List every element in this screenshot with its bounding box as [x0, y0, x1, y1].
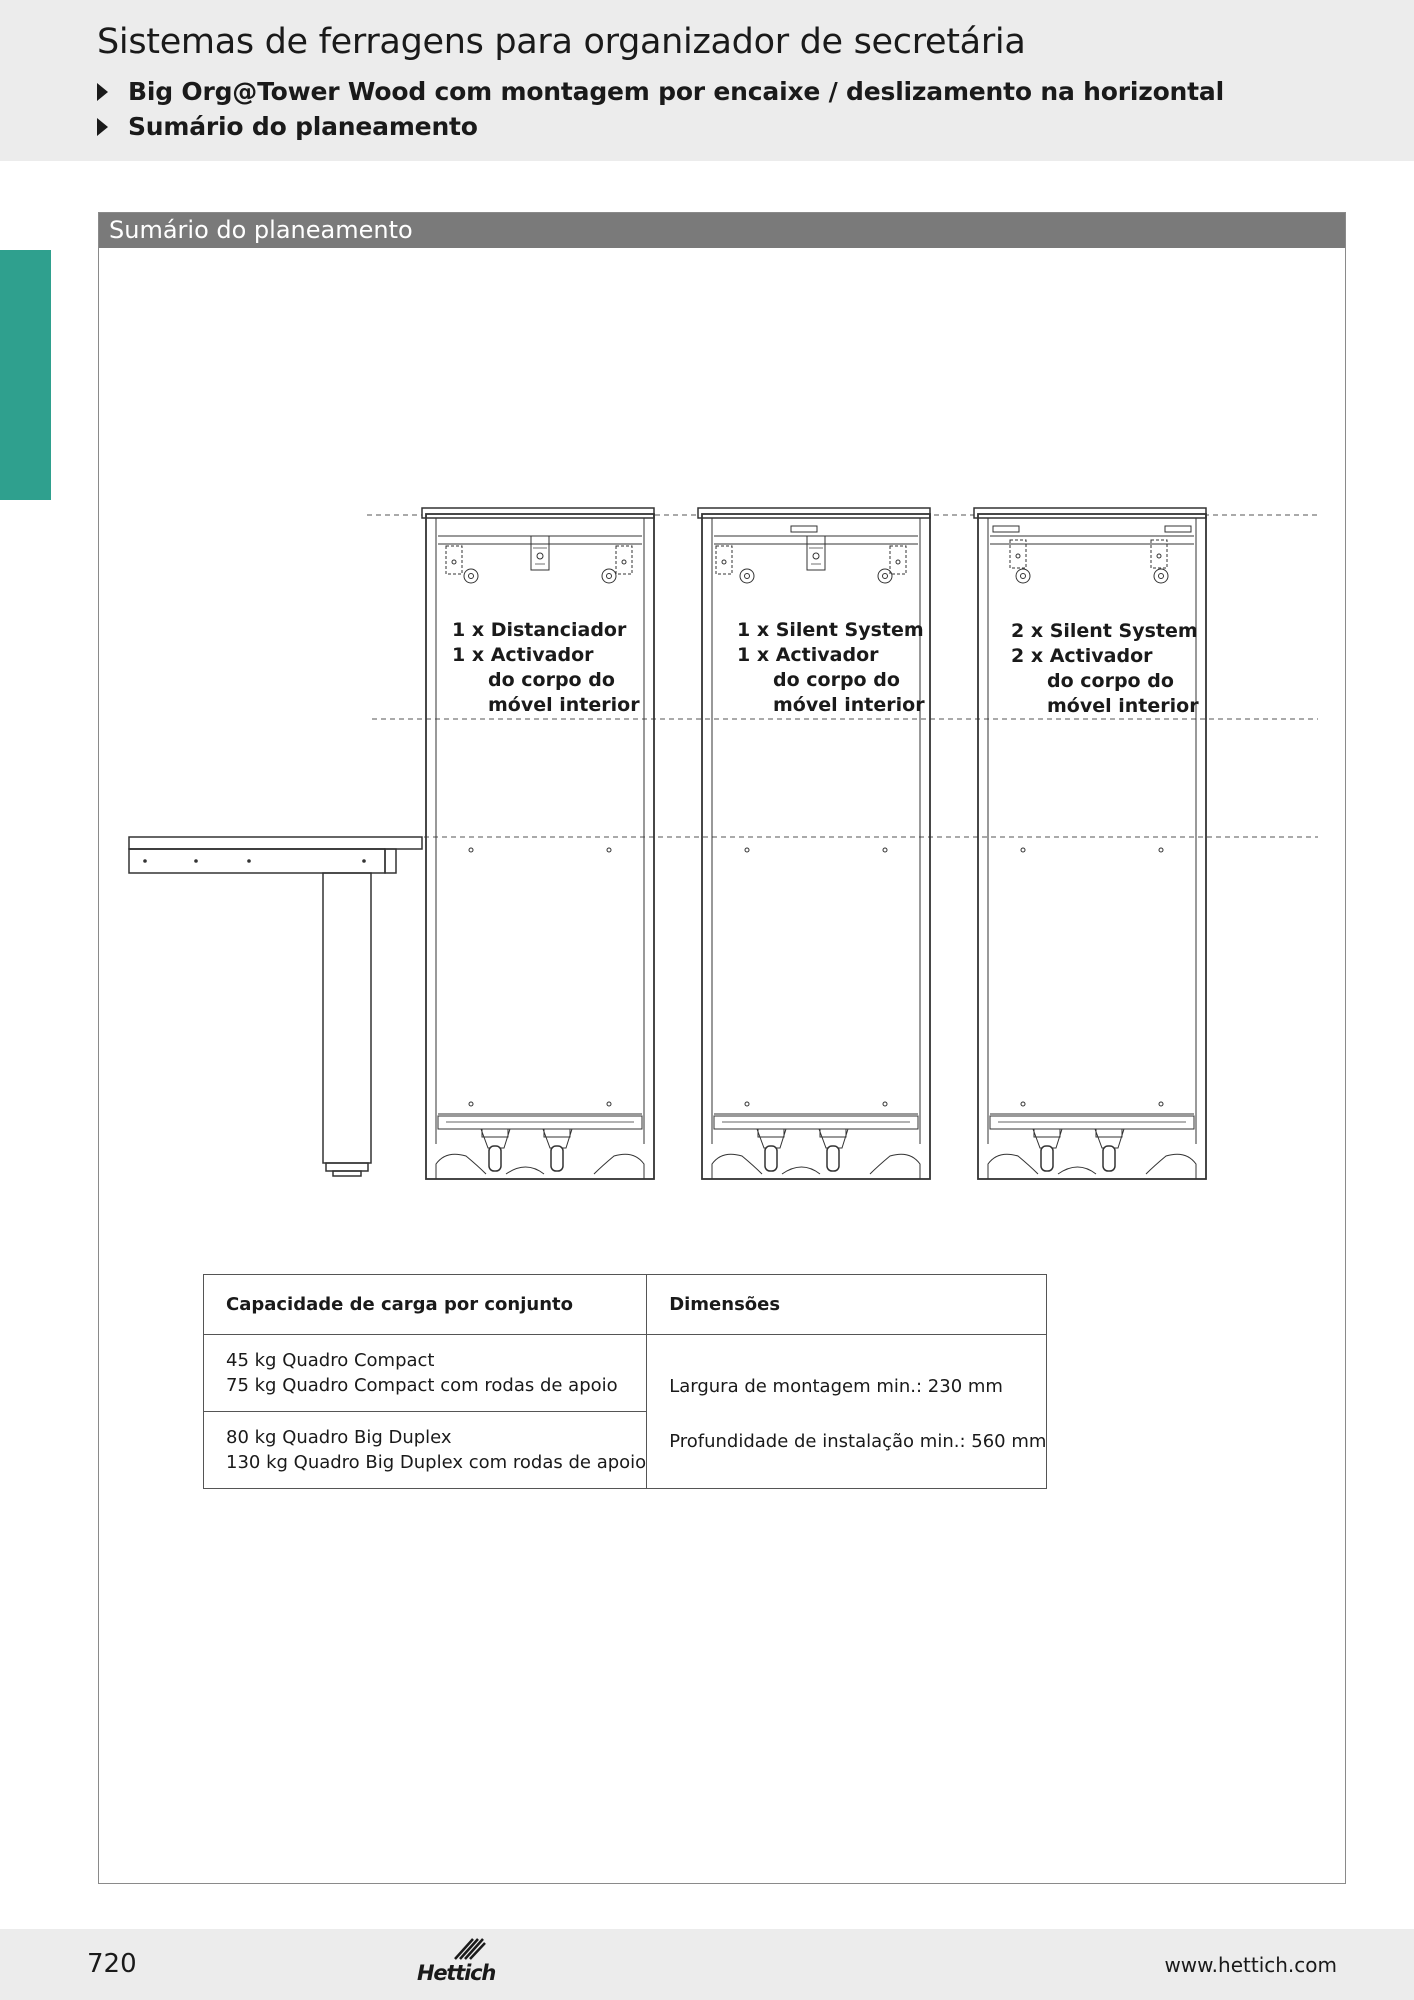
load-line: 80 kg Quadro Big Duplex — [226, 1427, 452, 1448]
load-line: 45 kg Quadro Compact — [226, 1350, 435, 1371]
desk-drawing — [129, 837, 422, 1176]
panel-title: Sumário do planeamento — [99, 213, 1345, 248]
cabinet-3-drawing — [974, 508, 1206, 1179]
dimensions-cell — [647, 1335, 1047, 1489]
cabinet-1-line: 1 x Distanciador — [452, 619, 627, 641]
cabinet-3-line: 2 x Activador — [1011, 645, 1153, 667]
load-capacity-cell — [204, 1335, 647, 1412]
cabinet-1-line: 1 x Activador — [452, 644, 594, 666]
cabinet-2-line: 1 x Silent System — [737, 619, 924, 641]
table-row — [204, 1335, 1047, 1412]
cabinet-3-line: do corpo do — [1047, 670, 1174, 692]
cabinet-1-line: do corpo do — [488, 669, 615, 691]
dimension-line: Profundidade de instalação min.: 560 mm — [669, 1430, 1047, 1452]
cabinet-2-line: do corpo do — [773, 669, 900, 691]
logo-text: Hettich — [417, 1961, 496, 1985]
page-number: 720 — [87, 1949, 137, 1979]
table-header-row — [204, 1275, 1047, 1335]
cabinet-2-line: 1 x Activador — [737, 644, 879, 666]
breadcrumb-label: Sumário do planeamento — [128, 112, 478, 141]
load-capacity-cell — [204, 1412, 647, 1489]
breadcrumb-label: Big Org@Tower Wood com montagem por encaixe / deslizamento na horizontal — [128, 77, 1224, 106]
specification-table — [203, 1274, 1047, 1489]
website-link[interactable]: www.hettich.com — [1164, 1953, 1337, 1977]
load-line: 75 kg Quadro Compact com rodas de apoio — [226, 1375, 618, 1396]
cabinet-3-line: 2 x Silent System — [1011, 620, 1198, 642]
cabinet-1-drawing — [422, 508, 654, 1179]
dimensions-header: Dimensões — [647, 1275, 1047, 1335]
load-capacity-header: Capacidade de carga por conjunto — [204, 1275, 647, 1335]
page-title: Sistemas de ferragens para organizador de secretária — [97, 22, 1026, 62]
page-footer — [0, 1929, 1414, 2000]
load-line: 130 kg Quadro Big Duplex com rodas de apoio — [226, 1452, 647, 1473]
cabinet-3-line: móvel interior — [1047, 695, 1199, 717]
cabinet-2-drawing — [698, 508, 930, 1179]
dimension-line: Largura de montagem min.: 230 mm — [669, 1375, 1003, 1397]
cabinet-1-line: móvel interior — [488, 694, 640, 716]
hettich-logo — [417, 1937, 496, 1987]
cabinet-2-line: móvel interior — [773, 694, 925, 716]
